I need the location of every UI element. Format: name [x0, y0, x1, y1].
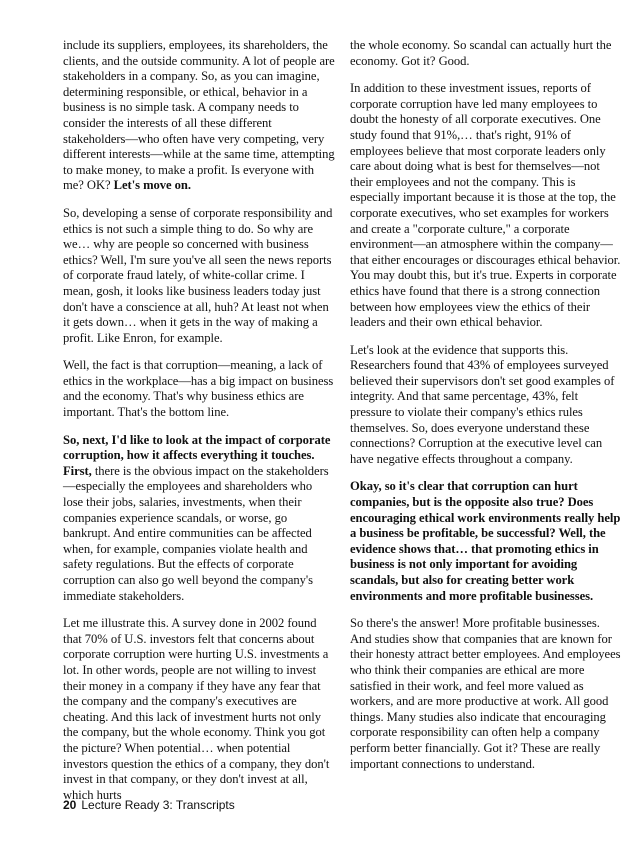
left-paragraph-4-bold-first: First,	[63, 463, 92, 478]
book-title: Lecture Ready 3: Transcripts	[81, 798, 235, 812]
left-paragraph-2: So, developing a sense of corporate responsibility and ethics is not such a simple thing to do. So why are we… why are people so concerned with business ethics? Well, I'm sure you've all seen the news reports of corporate fraud lately, of white-collar crime. I mean, gosh, it looks like business leaders today just don't have a conscience at all, huh? At least not when it gets down… when it gets in the way of making a profit. Like Enron, for example.	[63, 205, 333, 345]
left-paragraph-4	[63, 433, 335, 605]
left-paragraph-1-bold: Let's move on.	[113, 178, 191, 193]
left-column	[63, 38, 335, 815]
right-column	[350, 38, 622, 784]
right-paragraph-4: Okay, so it's clear that corruption can hurt companies, but is the opposite also true? Does encouraging ethical work environments really help a business be profitable, be successful? Well, the evidence shows that… that promoting ethics in business is not only important for avoiding scandals, but also for creating better work environments and more profitable businesses.	[350, 479, 621, 603]
page-number: 20	[63, 798, 77, 812]
right-paragraph-3: Let's look at the evidence that supports this. Researchers found that 43% of employees surveyed believed their supervisors don't set good examples of integrity. And that same percentage, 43%, felt pressure to violate their company's ethics rules themselves. So, does everyone understand these connections? Corruption at the executive level can have negative effects throughout a company.	[350, 342, 615, 466]
right-paragraph-5: So there's the answer! More profitable businesses. And studies show that companies that are known for their honesty attract better employees. And employees who think their companies are ethical are more satisfied in their work, and feel more valued as workers, and are more productive at work. All good things. Many studies also indicate that encouraging corporate responsibility can often help a company perform better financially. Got it? These are really important connections to understand.	[350, 616, 621, 771]
page-footer	[63, 798, 235, 812]
left-paragraph-1-text: include its suppliers, employees, its shareholders, the clients, and the outside community. A lot of people are stakeholders in a company. So, as you can imagine, determining responsible, or ethical, behavior in a business is no simple task. A company needs to consider the interests of all these different stakeholders—who often have very competing, very different interests—while at the same time, attempting to make money, to make a profit. Is everyone with me? OK?	[63, 38, 335, 193]
left-paragraph-5: Let me illustrate this. A survey done in 2002 found that 70% of U.S. investors felt that concerns about corporate corruption were hurting U.S. investments a lot. In other words, people are not willing to invest their money in a company if they have any fear that the company and the company's executives are cheating. And this lack of investment hurts not only the company, but the whole economy. Think you got the picture? When potential… when potential investors question the ethics of a company, they don't invest in that company, or they don't invest at all, which hurts	[63, 616, 330, 802]
left-paragraph-4-text: there is the obvious impact on the stakeholders—especially the employees and shareholders who lose their jobs, salaries, investments, when their companies experience scandals, or worse, go bankrupt. And entire communities can be affected when, for example, companies violate health and safety regulations. But the effects of corporate corruption can also go well beyond the company's immediate stakeholders.	[63, 463, 329, 603]
left-paragraph-4-bold-intro: So, next, I'd like to look at the impact of corporate corruption, how it affects everything it touches.	[63, 432, 331, 463]
left-paragraph-3: Well, the fact is that corruption—meaning, a lack of ethics in the workplace—has a big impact on business and the economy. That's why business ethics are important. That's the bottom line.	[63, 358, 334, 420]
right-paragraph-1: the whole economy. So scandal can actually hurt the economy. Got it? Good.	[350, 38, 612, 68]
left-paragraph-1	[63, 38, 335, 194]
right-paragraph-2: In addition to these investment issues, reports of corporate corruption have led many employees to doubt the honesty of all corporate executives. One study found that 91%,… that's right, 91% of employees believe that most corporate leaders only care about doing what is best for themselves—not their employees and not the company. This is especially important because it is those at the top, the corporate executives, who set examples for workers and create a "corporate culture," a corporate environment—an atmosphere within the company—that either encourages or discourages ethical behavior. You may doubt this, but it's true. Experts in corporate ethics have found that there is a strong connection between how employees view the ethics of their leaders and their own ethical behavior.	[350, 81, 621, 330]
